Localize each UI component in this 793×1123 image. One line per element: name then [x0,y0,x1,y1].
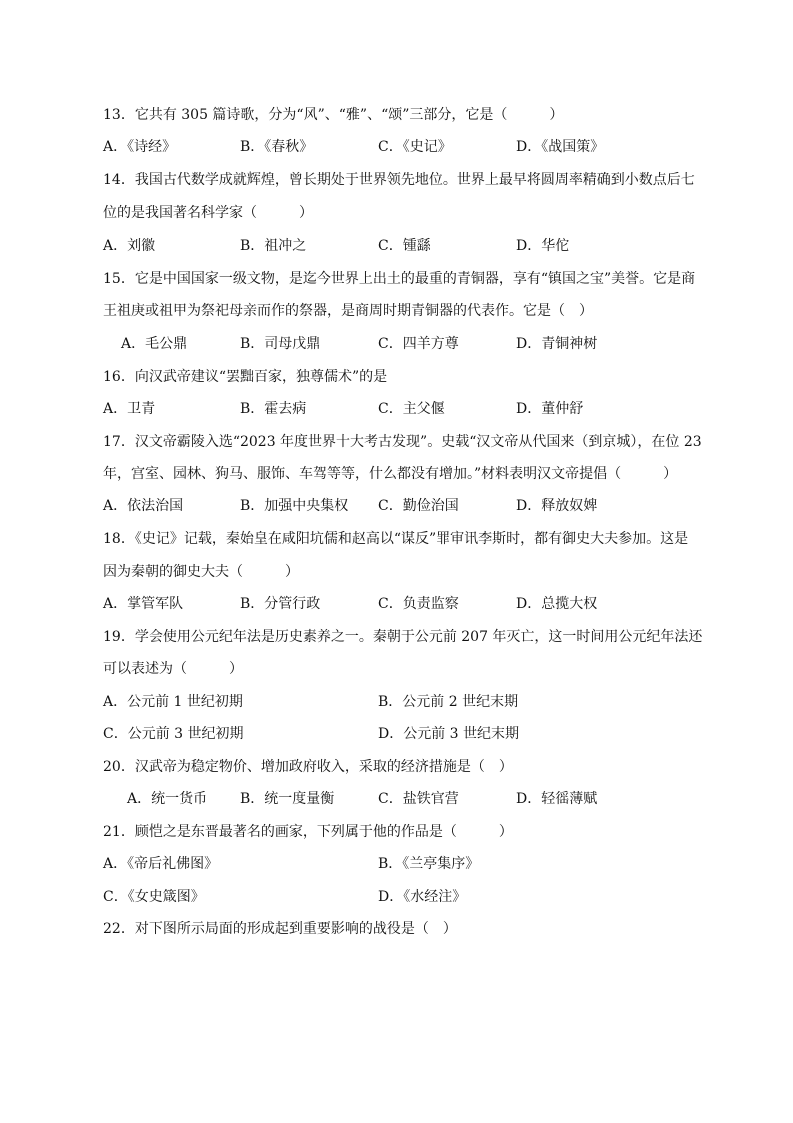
question-20-option-a: A．统一货币 [127,791,208,807]
question-18-option-a: A．掌管军队 [103,596,184,612]
question-17-stem-line-1: 17．汉文帝霸陵入选“2023 年度世界十大考古发现”。史载“汉文帝从代国来（到京城），在位 23 [103,434,702,450]
question-13-option-a: A．《诗经》 [103,139,177,155]
question-21-stem: 21．顾恺之是东晋最著名的画家，下列属于他的作品是（ ） [103,824,513,840]
question-19-option-a: A．公元前 1 世纪初期 [103,694,243,710]
question-16-option-b: B．霍去病 [240,401,307,417]
question-18-option-d: D．总揽大权 [516,596,598,612]
question-14-stem-line-1: 14．我国古代数学成就辉煌，曾长期处于世界领先地位。世界上最早将圆周率精确到小数点后七 [103,172,695,188]
question-18-stem-line-1: 18．《史记》记载，秦始皇在咸阳坑儒和赵高以“谋反”罪审讯李斯时，都有御史大夫参加。这是 [103,531,689,547]
question-21-option-d: D．《水经注》 [378,889,467,905]
question-19-option-c: C．公元前 3 世纪初期 [103,726,244,742]
question-18-option-b: B．分管行政 [240,596,321,612]
question-15-option-c: C．四羊方尊 [378,336,459,352]
question-19-stem-line-2: 可以表述为（ ） [103,661,243,677]
question-22-stem: 22．对下图所示局面的形成起到重要影响的战役是（ ） [103,921,457,937]
question-16-option-a: A．卫青 [103,401,156,417]
question-17-option-c: C．勤俭治国 [378,498,459,514]
question-20-stem: 20．汉武帝为稳定物价、增加政府收入，采取的经济措施是（ ） [103,759,513,775]
question-16-option-d: D．董仲舒 [516,401,584,417]
question-13-option-c: C．《史记》 [378,139,452,155]
question-19-stem-line-1: 19．学会使用公元纪年法是历史素养之一。秦朝于公元前 207 年灭亡，这一时间用公元纪年法还 [103,629,703,645]
question-16-stem: 16．向汉武帝建议“罢黜百家，独尊儒术”的是 [103,369,388,385]
question-15-option-d: D．青铜神树 [516,336,598,352]
question-17-stem-line-2: 年，宫室、园林、狗马、服饰、车驾等等，什么都没有增加。”材料表明汉文帝提倡（ ） [103,466,678,482]
question-15-stem-line-1: 15．它是中国国家一级文物，是迄今世界上出土的最重的青铜器，享有“镇国之宝”美誉。它是商 [103,271,696,287]
question-15-option-b: B．司母戊鼎 [240,336,321,352]
question-20-option-b: B．统一度量衡 [240,791,335,807]
question-20-option-d: D．轻徭薄赋 [516,791,598,807]
question-14-option-c: C．锺繇 [378,238,431,254]
question-14-option-b: B．祖冲之 [240,238,307,254]
question-13-stem: 13．它共有 305 篇诗歌，分为“风”、“雅”、“颂”三部分，它是（ ） [103,107,564,123]
question-13-option-d: D．《战国策》 [516,139,605,155]
question-21-option-c: C．《女史箴图》 [103,889,205,905]
question-20-option-c: C．盐铁官营 [378,791,459,807]
question-21-option-b: B．《兰亭集序》 [378,856,480,872]
question-15-option-a: A．毛公鼎 [121,336,188,352]
question-13-option-b: B．《春秋》 [240,139,314,155]
question-14-option-a: A．刘徽 [103,238,156,254]
question-18-option-c: C．负责监察 [378,596,459,612]
question-14-option-d: D．华佗 [516,238,570,254]
question-18-stem-line-2: 因为秦朝的御史大夫（ ） [103,564,299,580]
question-19-option-b: B．公元前 2 世纪末期 [378,694,519,710]
question-16-option-c: C．主父偃 [378,401,445,417]
question-17-option-b: B．加强中央集权 [240,498,349,514]
question-15-stem-line-2: 王祖庚或祖甲为祭祀母亲而作的祭器，是商周时期青铜器的代表作。它是（ ） [103,303,593,319]
question-14-stem-line-2: 位的是我国著名科学家（ ） [103,205,313,221]
question-17-option-a: A．依法治国 [103,498,184,514]
question-17-option-d: D．释放奴婢 [516,498,598,514]
question-19-option-d: D．公元前 3 世纪末期 [378,726,520,742]
question-21-option-a: A．《帝后礼佛图》 [103,856,219,872]
